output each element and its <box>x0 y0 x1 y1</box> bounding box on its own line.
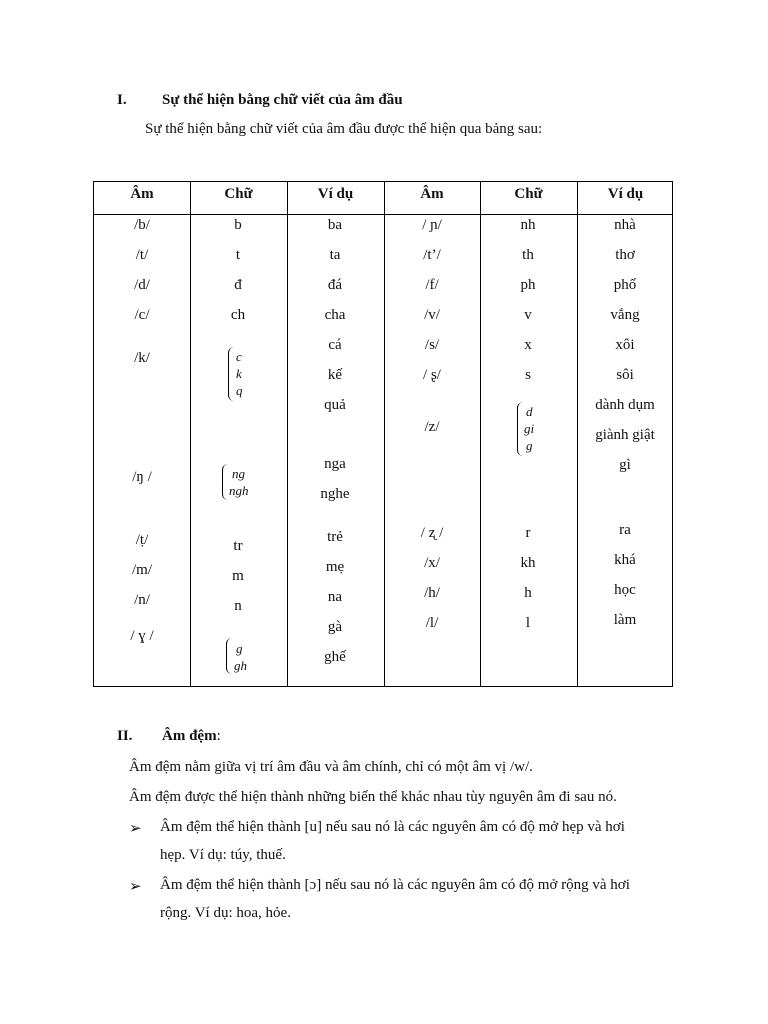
table-cell: mẹ <box>325 559 345 575</box>
table-cell: nghe <box>320 486 350 502</box>
brace-icon <box>228 347 234 401</box>
table-cell: /m/ <box>131 562 153 578</box>
header-chu-1: Chữ <box>224 186 253 202</box>
arrow-bullet-icon: ➢ <box>129 879 142 895</box>
table-cell: m <box>232 568 244 584</box>
table-cell: /f/ <box>425 277 439 293</box>
table-cell: /h/ <box>424 585 440 601</box>
table-cell: na <box>327 589 343 605</box>
table-cell: xôi <box>615 337 635 353</box>
section1-number: I. <box>117 92 127 108</box>
table-cell: h <box>524 585 532 601</box>
table-cell: quả <box>324 397 346 413</box>
section2-title: Âm đệm <box>162 728 217 744</box>
header-chu-2: Chữ <box>514 186 543 202</box>
brace-item: k <box>236 366 242 381</box>
table-cell: /c/ <box>134 307 150 323</box>
table-cell: /l/ <box>425 615 439 631</box>
table-cell: học <box>614 582 636 598</box>
table-cell: làm <box>613 612 637 628</box>
section1-title: Sự thể hiện bằng chữ viết của âm đầu <box>162 92 403 108</box>
table-cell: phố <box>613 277 637 293</box>
table-cell: trẻ <box>327 529 343 545</box>
bullet1-line2: hẹp. Ví dụ: túy, thuế. <box>160 847 286 863</box>
table-cell: /v/ <box>424 307 440 323</box>
table-cell: nh <box>520 217 536 233</box>
brace-icon <box>222 464 228 500</box>
table-cell: cá <box>328 337 342 353</box>
table-cell: / ʂ/ <box>423 367 441 383</box>
brace-item: c <box>236 349 242 364</box>
table-cell: /ṭ/ <box>135 532 149 548</box>
table-cell: t <box>235 247 241 263</box>
bullet2-line1: Âm đệm thể hiện thành [ɔ] nếu sau nó là các nguyên âm có độ mở rộng và hơi <box>160 877 630 893</box>
brace-item: d <box>526 404 533 419</box>
table-header-divider <box>94 214 672 215</box>
table-cell: ba <box>327 217 343 233</box>
table-cell: nga <box>324 456 346 472</box>
table-cell: nhà <box>614 217 636 233</box>
header-vidu-2: Ví dụ <box>607 186 644 202</box>
table-cell: x <box>524 337 532 353</box>
brace-item: ng <box>232 466 245 481</box>
table-cell: l <box>525 615 531 631</box>
table-cell: /s/ <box>424 337 440 353</box>
table-cell: thơ <box>615 247 635 263</box>
header-vidu-1: Ví dụ <box>317 186 354 202</box>
bullet2-line2: rộng. Ví dụ: hoa, hỏe. <box>160 905 291 921</box>
table-cell: /b/ <box>134 217 150 233</box>
table-cell: gà <box>327 619 343 635</box>
brace-item: g <box>526 438 533 453</box>
table-cell: ra <box>619 522 631 538</box>
brace-icon <box>517 402 523 456</box>
section2-para2: Âm đệm được thể hiện thành những biến thể khác nhau tùy nguyên âm đi sau nó. <box>129 789 617 805</box>
col-divider-5 <box>577 182 578 686</box>
table-cell: khá <box>614 552 636 568</box>
header-am-2: Âm <box>420 186 444 202</box>
section2-number: II. <box>117 728 133 744</box>
table-cell: ghế <box>324 649 346 665</box>
table-cell: cha <box>324 307 346 323</box>
table-cell: /d/ <box>134 277 150 293</box>
brace-item: g <box>236 641 243 656</box>
section2-heading <box>162 728 221 745</box>
initial-consonant-table <box>93 181 673 687</box>
table-cell: th <box>522 247 534 263</box>
table-cell: s <box>525 367 531 383</box>
brace-item: ngh <box>229 483 249 498</box>
table-cell: /t’/ <box>423 247 441 263</box>
table-cell: vắng <box>610 307 640 323</box>
table-cell: / ɲ/ <box>422 217 442 233</box>
table-cell: ph <box>520 277 536 293</box>
table-cell: / ɣ / <box>130 628 154 644</box>
table-cell: v <box>524 307 532 323</box>
table-cell: giành giật <box>595 427 655 443</box>
bullet1-line1: Âm đệm thể hiện thành [u] nếu sau nó là các nguyên âm có độ mở hẹp và hơi <box>160 819 625 835</box>
col-divider-2 <box>287 182 288 686</box>
table-cell: tr <box>233 538 243 554</box>
col-divider-1 <box>190 182 191 686</box>
table-cell: n <box>234 598 242 614</box>
table-cell: b <box>234 217 242 233</box>
table-cell: /z/ <box>424 419 440 435</box>
table-cell: /n/ <box>134 592 150 608</box>
table-cell: ch <box>230 307 246 323</box>
brace-item: q <box>236 383 243 398</box>
col-divider-3 <box>384 182 385 686</box>
col-divider-4 <box>480 182 481 686</box>
table-cell: dành dụm <box>595 397 655 413</box>
table-cell: kế <box>327 367 343 383</box>
table-cell: / ʐ / <box>420 525 444 541</box>
table-cell: gì <box>619 457 631 473</box>
section2-para1: Âm đệm nằm giữa vị trí âm đầu và âm chính, chỉ có một âm vị /w/. <box>129 759 533 775</box>
section2-colon: : <box>216 728 221 744</box>
header-am-1: Âm <box>130 186 154 202</box>
table-cell: /t/ <box>135 247 149 263</box>
table-cell: /k/ <box>134 350 150 366</box>
table-cell: /ŋ / <box>132 469 152 485</box>
brace-item: gi <box>524 421 535 436</box>
table-cell: ta <box>329 247 341 263</box>
section1-intro: Sự thể hiện bằng chữ viết của âm đầu được thể hiện qua bảng sau: <box>145 121 543 137</box>
table-cell: kh <box>520 555 536 571</box>
table-cell: /x/ <box>424 555 440 571</box>
table-cell: r <box>525 525 531 541</box>
arrow-bullet-icon: ➢ <box>129 821 142 837</box>
table-cell: sôi <box>616 367 634 383</box>
table-cell: đá <box>327 277 343 293</box>
brace-item: gh <box>234 658 247 673</box>
brace-icon <box>226 638 232 674</box>
table-cell: đ <box>234 277 242 293</box>
